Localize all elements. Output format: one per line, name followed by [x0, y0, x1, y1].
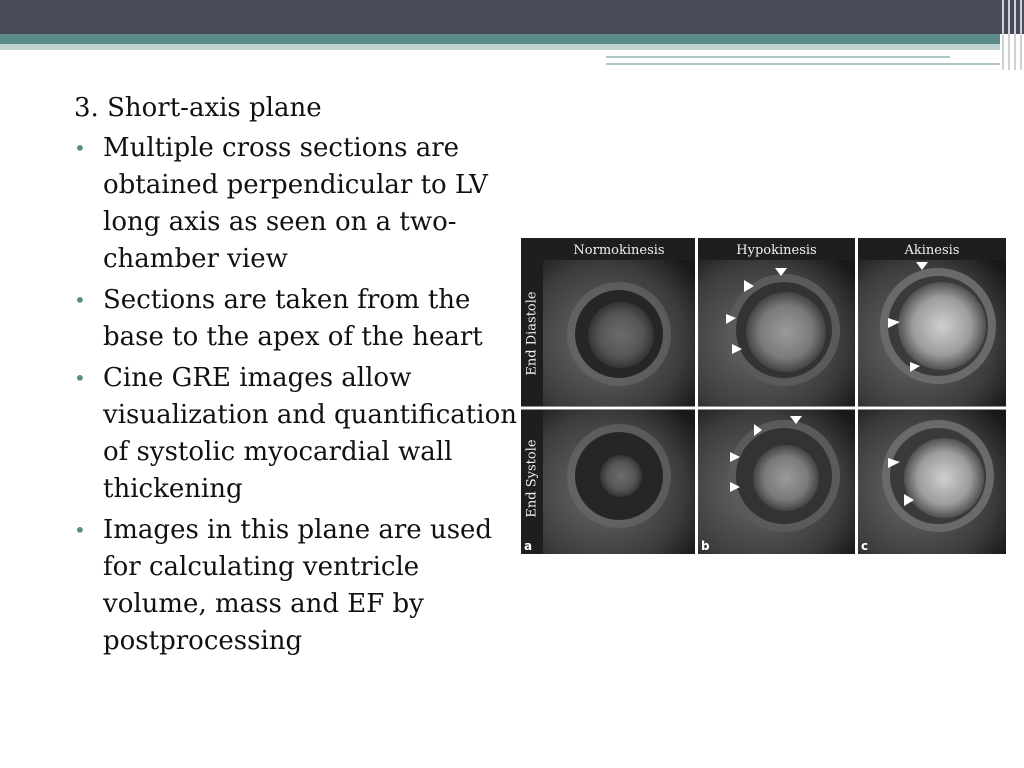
list-item [74, 360, 520, 508]
column-title: Hypokinesis [736, 243, 817, 258]
column-title: Normokinesis [573, 243, 665, 258]
column-title: Akinesis [904, 243, 960, 258]
panel-label: b [701, 539, 710, 553]
panel-normokinesis [521, 238, 695, 554]
mri-image [858, 238, 1006, 554]
row-label-end-systole: End Systole [524, 439, 540, 518]
panel-label: c [861, 539, 869, 553]
bullet-text: Multiple cross sections are obtained perpendicular to LV long axis as seen on a two-chamber view [103, 133, 488, 274]
slide-heading: 3. Short-axis plane [74, 93, 322, 123]
header-bar [0, 0, 1024, 34]
mri-figure [521, 238, 1006, 554]
bullet-icon: • [74, 366, 86, 390]
header-rule-1 [606, 56, 950, 58]
header-rule-2 [606, 63, 1000, 65]
bullet-text: Sections are taken from the base to the apex of the heart [103, 285, 483, 352]
bullet-text: Images in this plane are used for calculating ventricle volume, mass and EF by postprocessing [103, 515, 493, 656]
bullet-icon: • [74, 518, 86, 542]
bullet-icon: • [74, 288, 86, 312]
panel-hypokinesis [698, 238, 855, 554]
bullet-icon: • [74, 136, 86, 160]
mri-image [521, 238, 695, 554]
header-stripe-teal [0, 34, 1000, 44]
list-item [74, 282, 520, 356]
slide-text [74, 90, 520, 664]
header-stripe-light [0, 44, 1000, 50]
panel-akinesis [858, 238, 1006, 554]
bullet-list [74, 130, 520, 660]
list-item [74, 512, 520, 660]
mri-image [698, 238, 855, 554]
bullet-text: Cine GRE images allow visualization and quantification of systolic myocardial wall thickening [103, 363, 517, 504]
list-item [74, 130, 520, 278]
panel-label: a [524, 539, 533, 553]
header-vertical-lines [998, 0, 1024, 70]
row-label-end-diastole: End Diastole [524, 291, 540, 376]
